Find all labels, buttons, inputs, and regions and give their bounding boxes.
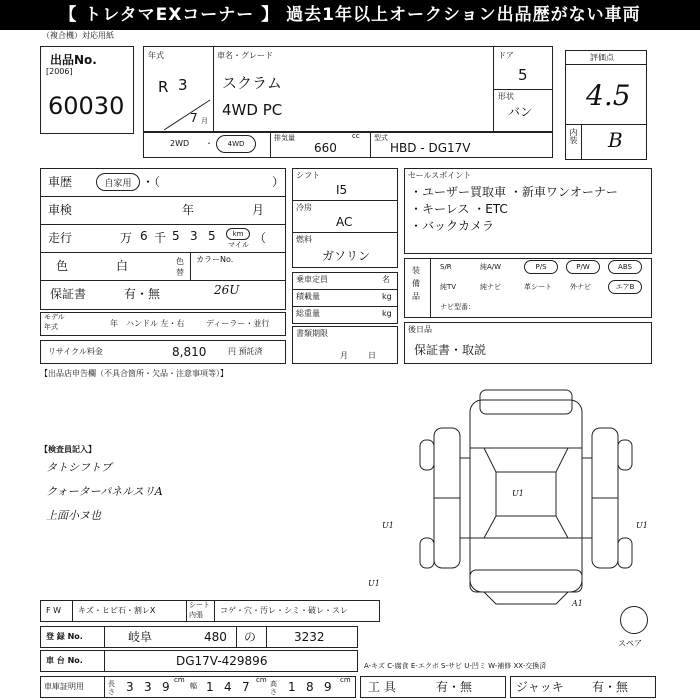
history-label: 車歴 bbox=[48, 175, 73, 189]
dealer-option: ディーラー・並行 bbox=[206, 319, 270, 328]
equip-navi-model: ナビ型番： bbox=[440, 303, 475, 311]
color-label: 色 bbox=[56, 259, 69, 273]
cert-height-3: 9 bbox=[324, 680, 332, 694]
registration-kana: の bbox=[244, 630, 257, 644]
lot-year-tag: [2006] bbox=[46, 67, 73, 76]
body-shape-value: バン bbox=[508, 105, 533, 119]
model-grade: 4WD PC bbox=[222, 101, 283, 119]
year-month: 7 bbox=[190, 111, 198, 125]
fw-label: F W bbox=[46, 606, 62, 615]
cert-height-1: 1 bbox=[288, 680, 296, 694]
seat-sub-label: 内張 bbox=[189, 611, 203, 619]
cert-height-cm: cm bbox=[340, 676, 351, 684]
equip-sr: S/R bbox=[440, 263, 452, 271]
displacement-value: 660 bbox=[314, 141, 337, 155]
model-label: 車名・グレード bbox=[217, 51, 273, 60]
equip-abs-selected: ABS bbox=[608, 260, 642, 274]
spare-tire-circle bbox=[620, 606, 648, 634]
body-shape-label: 形状 bbox=[498, 92, 514, 101]
mileage-label: 走行 bbox=[48, 231, 73, 245]
registration-number: 3232 bbox=[294, 630, 325, 644]
color-repaint: 色替 bbox=[176, 257, 184, 277]
diagram-mark-door: U1 bbox=[382, 521, 394, 530]
history-rest: ・（ bbox=[142, 175, 161, 189]
year-era: R bbox=[158, 78, 169, 96]
score-label: 評価点 bbox=[590, 53, 614, 62]
cert-length-3: 9 bbox=[162, 680, 170, 694]
lot-number: 60030 bbox=[48, 92, 125, 120]
reg-period-label: 書類期限 bbox=[296, 329, 328, 338]
seat-value: コゲ・穴・汚レ・シミ・破レ・スレ bbox=[220, 606, 348, 615]
drive-4wd-selected: 4WD bbox=[216, 135, 256, 153]
cert-length-2: 3 bbox=[144, 680, 152, 694]
chassis-value: DG17V-429896 bbox=[176, 654, 268, 668]
diagram-mark-rear: U1 bbox=[368, 579, 380, 588]
sales-points-label: セールスポイント bbox=[408, 171, 472, 180]
registration-label: 登 録 No. bbox=[46, 632, 83, 641]
registration-class: 480 bbox=[204, 630, 227, 644]
shift-label: シフト bbox=[296, 171, 320, 180]
fuel-label: 燃料 bbox=[296, 235, 312, 244]
damage-legend: A-キズ C-腐食 E-エクボ S-サビ U-凹ミ W-補修 XX-交換済 bbox=[364, 662, 547, 670]
spare-label: スペア bbox=[618, 639, 642, 648]
mileage-km-selected: km bbox=[226, 228, 250, 240]
after-sale-value: 保証書・取説 bbox=[414, 343, 487, 357]
diagram-mark-center: U1 bbox=[512, 489, 524, 498]
equip-tv: 純TV bbox=[440, 283, 457, 291]
cert-width-2: 4 bbox=[224, 680, 232, 694]
aircon-label: 冷房 bbox=[296, 203, 312, 212]
mileage-mile: マイル bbox=[228, 241, 249, 249]
cert-width-3: 7 bbox=[242, 680, 250, 694]
cert-length-label: 長さ bbox=[108, 680, 115, 696]
equip-leather: 革シート bbox=[524, 283, 552, 291]
inspector-note-2: クォーターパネルスリA bbox=[46, 485, 163, 498]
cert-width-label: 幅 bbox=[190, 682, 197, 690]
recycle-unit: 円 預託済 bbox=[228, 347, 263, 356]
inspector-note-1: タトシフトブ bbox=[46, 461, 112, 474]
diagram-mark-front-right: U1 bbox=[636, 521, 648, 530]
capacity-unit: 名 bbox=[382, 275, 390, 284]
inspector-note-3: 上面小ヌ也 bbox=[46, 509, 101, 522]
load-unit: kg bbox=[382, 292, 392, 301]
sales-point-2: ・キーレス ・ETC bbox=[410, 202, 508, 216]
cert-length-cm: cm bbox=[174, 676, 185, 684]
inspector-label: 【検査員記入】 bbox=[40, 445, 96, 454]
equip-ext-navi: 外ナビ bbox=[570, 283, 591, 291]
year-month-unit: 月 bbox=[201, 117, 208, 125]
mileage-digit-3: 3 bbox=[190, 229, 198, 243]
shift-value: I5 bbox=[336, 183, 348, 197]
sales-point-1: ・ユーザー買取車 ・新車ワンオーナー bbox=[410, 185, 618, 199]
type-code-label: 型式 bbox=[374, 134, 388, 142]
color-code-label: カラーNo. bbox=[196, 255, 234, 264]
seat-label: シート bbox=[189, 601, 210, 609]
model-name: スクラム bbox=[222, 74, 282, 92]
capacity-label: 乗車定員 bbox=[296, 275, 328, 284]
recycle-value: 8,810 bbox=[172, 345, 207, 359]
history-close: ） bbox=[272, 175, 285, 189]
cert-label: 車庫証明用 bbox=[44, 682, 84, 691]
mileage-digit-2: 5 bbox=[172, 229, 180, 243]
history-selected: 自家用 bbox=[96, 173, 140, 191]
registration-pref: 岐阜 bbox=[128, 630, 153, 644]
drive-sep: ・ bbox=[205, 139, 213, 148]
mileage-paren: （ bbox=[254, 231, 267, 245]
cert-length-1: 3 bbox=[126, 680, 134, 694]
equip-pw-selected: P/W bbox=[566, 260, 600, 274]
doors-label: ドア bbox=[498, 51, 514, 60]
mileage-digit-4: 5 bbox=[208, 229, 216, 243]
color-code: 26U bbox=[214, 283, 240, 297]
fw-value: キズ・ヒビ石・割レX bbox=[78, 606, 156, 615]
jack-label: ジャッキ bbox=[516, 680, 564, 694]
banner-title: 【 トレタマEXコーナー 】 過去1年以上オークション出品歴がない車両 bbox=[0, 0, 700, 30]
drive-2wd: 2WD bbox=[170, 139, 190, 148]
equip-navi: 純ナビ bbox=[480, 283, 501, 291]
tools-label: 工 具 bbox=[368, 680, 396, 694]
equip-airbag-selected: エアB bbox=[608, 280, 642, 294]
load-label: 積載量 bbox=[296, 292, 320, 301]
aircon-value: AC bbox=[336, 215, 353, 229]
interior-label: 内装 bbox=[569, 128, 578, 144]
mileage-man: 万 bbox=[120, 231, 133, 245]
cert-width-cm: cm bbox=[256, 676, 267, 684]
inspection-year: 年 bbox=[182, 203, 195, 217]
gross-weight-unit: kg bbox=[382, 309, 392, 318]
equip-alloy: 純A/W bbox=[480, 263, 502, 271]
after-sale-label: 後日品 bbox=[408, 325, 432, 334]
color-value: 白 bbox=[116, 259, 129, 273]
mileage-sen: 千 bbox=[154, 231, 167, 245]
lot-label: 出品No. bbox=[50, 53, 97, 67]
equipment-label: 装備品 bbox=[412, 266, 420, 301]
displacement-label: 排気量 bbox=[274, 134, 295, 142]
interior-value: B bbox=[608, 128, 623, 152]
diagram-mark-corner: A1 bbox=[572, 599, 583, 608]
type-code-value: HBD - DG17V bbox=[390, 141, 471, 155]
jack-value: 有・無 bbox=[592, 680, 629, 694]
gross-weight-label: 総重量 bbox=[296, 309, 320, 318]
reg-period-unit: 月日 bbox=[340, 351, 396, 360]
equip-ps-selected: P/S bbox=[524, 260, 558, 274]
warranty-label: 保証書 bbox=[50, 287, 87, 301]
model-year-label-2: 年式 bbox=[44, 323, 58, 331]
inspection-label: 車検 bbox=[48, 203, 73, 217]
inspection-month: 月 bbox=[252, 203, 265, 217]
sales-point-3: ・バックカメラ bbox=[410, 219, 495, 233]
vehicle-damage-diagram bbox=[400, 388, 650, 610]
seller-notes-label: 【出品店申告欄（不具合箇所・欠品・注意事項等）】 bbox=[40, 369, 228, 378]
model-year-label-1: モデル bbox=[44, 313, 65, 321]
form-type: （複合機）対応用紙 bbox=[42, 31, 114, 40]
year-label: 年式 bbox=[148, 51, 164, 60]
score-value: 4.5 bbox=[586, 79, 631, 112]
displacement-unit: cc bbox=[352, 132, 360, 140]
mileage-digit-1: 6 bbox=[140, 229, 148, 243]
model-year-unit: 年 bbox=[110, 319, 118, 328]
recycle-label: リサイクル料金 bbox=[48, 347, 103, 356]
warranty-value: 有・無 bbox=[124, 287, 161, 301]
chassis-label: 車 台 No. bbox=[46, 656, 83, 665]
handle-option: ハンドル 左・右 bbox=[126, 319, 185, 328]
fuel-value: ガソリン bbox=[322, 249, 371, 263]
cert-height-2: 8 bbox=[306, 680, 314, 694]
cert-height-label: 高さ bbox=[270, 680, 277, 696]
tools-value: 有・無 bbox=[436, 680, 473, 694]
cert-width-1: 1 bbox=[206, 680, 214, 694]
doors-value: 5 bbox=[518, 66, 528, 84]
year-value: 3 bbox=[178, 76, 188, 94]
